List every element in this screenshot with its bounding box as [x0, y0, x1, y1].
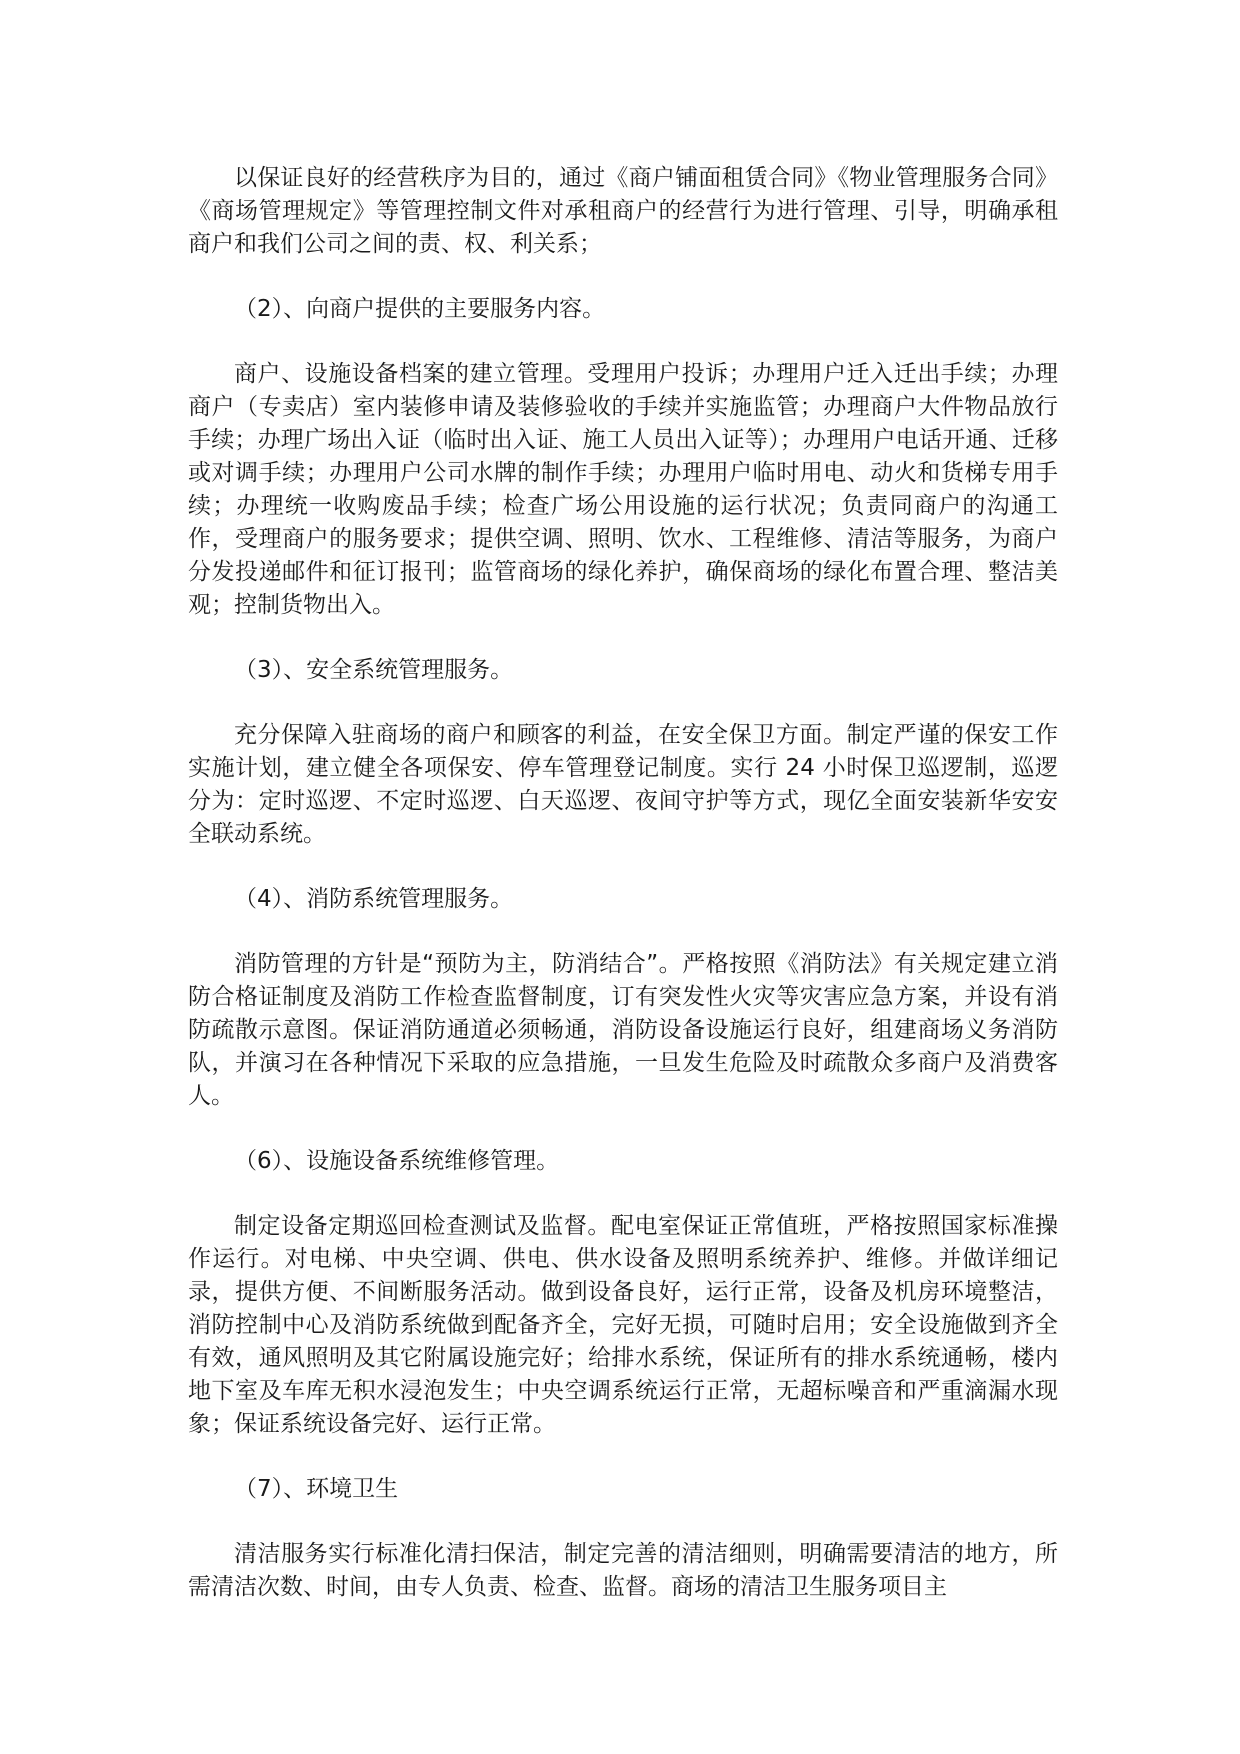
section-heading-6: （6）、设施设备系统维修管理。 [234, 1148, 560, 1174]
paragraph-cleaning: 清洁服务实行标准化清扫保洁，制定完善的清洁细则，明确需要清洁的地方，所需清洁次数、时间，由专人负责、检查、监督。商场的清洁卫生服务项目主 [188, 1541, 1058, 1600]
paragraph-intro: 以保证良好的经营秩序为目的，通过《商户铺面租赁合同》《物业管理服务合同》《商场管理规定》等管理控制文件对承租商户的经营行为进行管理、引导，明确承租商户和我们公司之间的责、权、利关系； [188, 165, 1058, 257]
document-body [188, 162, 1058, 1636]
paragraph-fire: 消防管理的方针是“预防为主，防消结合”。严格按照《消防法》有关规定建立消防合格证制度及消防工作检查监督制度，订有突发性火灾等灾害应急方案，并设有消防疏散示意图。保证消防通道必须畅通，消防设备设施运行良好，组建商场义务消防队，并演习在各种情况下采取的应急措施，一旦发生危险及时疏散众多商户及消费客人。 [188, 951, 1058, 1109]
section-heading-7: （7）、环境卫生 [234, 1476, 399, 1502]
paragraph-security: 充分保障入驻商场的商户和顾客的利益，在安全保卫方面。制定严谨的保安工作实施计划，建立健全各项保安、停车管理登记制度。实行 24 小时保卫巡逻制，巡逻分为：定时巡逻、不定时巡逻、白天巡逻、夜间守护等方式，现亿全面安装新华安安全联动系统。 [188, 722, 1058, 847]
section-heading-4: （4）、消防系统管理服务。 [234, 886, 514, 912]
section-heading-3: （3）、安全系统管理服务。 [234, 657, 514, 683]
paragraph-services: 商户、设施设备档案的建立管理。受理用户投诉；办理用户迁入迁出手续；办理商户（专卖店）室内装修申请及装修验收的手续并实施监管；办理商户大件物品放行手续；办理广场出入证（临时出入证、施工人员出入证等）；办理用户电话开通、迁移或对调手续；办理用户公司水牌的制作手续；办理用户临时用电、动火和货梯专用手续；办理统一收购废品手续；检查广场公用设施的运行状况；负责同商户的沟通工作，受理商户的服务要求；提供空调、照明、饮水、工程维修、清洁等服务，为商户分发投递邮件和征订报刊；监管商场的绿化养护，确保商场的绿化布置合理、整洁美观；控制货物出入。 [188, 361, 1058, 618]
paragraph-maintenance: 制定设备定期巡回检查测试及监督。配电室保证正常值班，严格按照国家标准操作运行。对电梯、中央空调、供电、供水设备及照明系统养护、维修。并做详细记录，提供方便、不间断服务活动。做到设备良好，运行正常，设备及机房环境整洁，消防控制中心及消防系统做到配备齐全，完好无损，可随时启用；安全设施做到齐全有效，通风照明及其它附属设施完好；给排水系统，保证所有的排水系统通畅，楼内地下室及车库无积水浸泡发生；中央空调系统运行正常，无超标噪音和严重滴漏水现象；保证系统设备完好、运行正常。 [188, 1213, 1058, 1437]
section-heading-2: （2）、向商户提供的主要服务内容。 [234, 296, 606, 322]
